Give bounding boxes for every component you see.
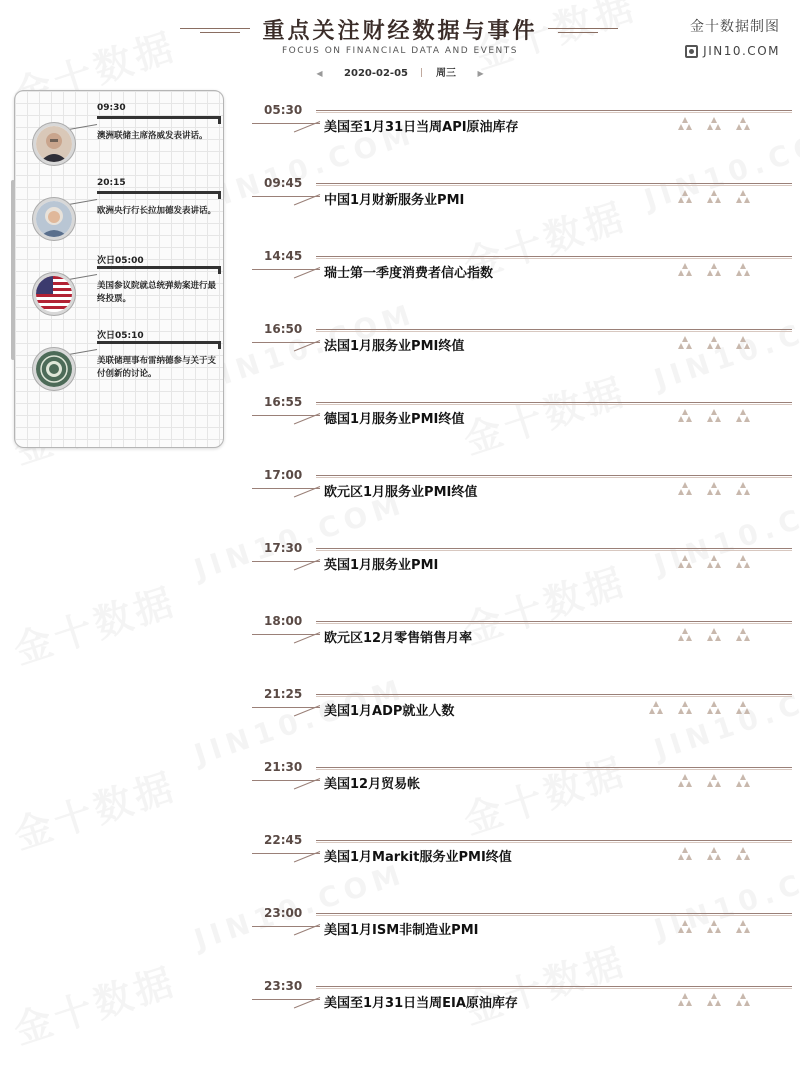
event-time: 05:30 [264,103,303,117]
importance-triangle-icon [677,482,694,496]
event-divider [316,694,792,695]
importance-triangle-icon [677,920,694,934]
importance-rating [677,774,752,788]
brand-site [685,44,780,58]
speech-bar [97,116,221,119]
importance-triangle-icon [706,774,723,788]
importance-rating [677,482,752,496]
event-divider [316,256,792,257]
event-divider [316,329,792,330]
event-name: 欧元区1月服务业PMI终值 [324,485,478,500]
importance-triangle-icon [677,117,694,131]
speech-time: 09:30 [97,103,126,113]
event-name: 中国1月财新服务业PMI [324,193,465,208]
event-divider [316,621,792,622]
importance-triangle-icon [706,263,723,277]
importance-triangle-icon [677,628,694,642]
event-divider [316,475,792,476]
event-row[interactable] [252,541,792,601]
event-time: 17:30 [264,541,303,555]
importance-triangle-icon [735,847,752,861]
importance-triangle-icon [706,847,723,861]
event-row[interactable] [252,395,792,455]
event-time: 22:45 [264,833,303,847]
event-time: 14:45 [264,249,303,263]
importance-triangle-icon [735,263,752,277]
event-row[interactable] [252,322,792,382]
us-flag-icon [33,273,75,315]
importance-rating [677,555,752,569]
event-row[interactable] [252,468,792,528]
event-divider [316,548,792,549]
person-avatar [33,123,75,165]
importance-triangle-icon [706,336,723,350]
federal-reserve-seal-icon [33,348,75,390]
event-name: 美国1月ISM非制造业PMI [324,923,479,938]
importance-triangle-icon [677,555,694,569]
speech-text: 美国参议院就总统弹劾案进行最终投票。 [97,281,217,304]
importance-triangle-icon [735,920,752,934]
importance-rating [648,701,752,715]
importance-triangle-icon [735,336,752,350]
caret-right-icon[interactable]: ▶ [477,69,484,78]
event-divider [316,183,792,184]
importance-triangle-icon [677,701,694,715]
importance-rating [677,336,752,350]
event-row[interactable] [252,687,792,747]
event-divider [316,767,792,768]
event-divider [316,110,792,111]
watermark-text [6,950,183,1054]
importance-triangle-icon [706,117,723,131]
current-date: 2020-02-05 [344,68,408,79]
speech-text: 澳洲联储主席洛威发表讲话。 [97,131,208,141]
event-row[interactable] [252,614,792,674]
event-name: 美国1月ADP就业人数 [324,704,455,719]
importance-triangle-icon [677,190,694,204]
importance-triangle-icon [677,847,694,861]
event-divider [316,913,792,914]
speech-time: 次日05:10 [97,331,144,341]
importance-rating [677,847,752,861]
importance-triangle-icon [706,993,723,1007]
importance-triangle-icon [706,555,723,569]
date-navigator [0,64,800,79]
event-row[interactable] [252,979,792,1039]
brand-site-text: JIN10.COM [703,44,780,58]
event-row[interactable] [252,249,792,309]
importance-triangle-icon [677,263,694,277]
importance-rating [677,628,752,642]
importance-triangle-icon [735,774,752,788]
speech-time: 20:15 [97,178,126,188]
date-divider [421,68,422,77]
event-time: 16:50 [264,322,303,336]
event-divider [316,840,792,841]
page-subtitle: FOCUS ON FINANCIAL DATA AND EVENTS [281,46,518,56]
speech-text: 美联储理事布雷纳德参与关于支付创新的讨论。 [97,356,217,379]
event-name: 瑞士第一季度消费者信心指数 [324,266,494,281]
camera-icon [685,45,698,58]
event-time: 17:00 [264,468,303,482]
event-name: 英国1月服务业PMI [324,558,439,573]
brand-name: 金十数据制图 [690,19,780,35]
importance-rating [677,920,752,934]
importance-triangle-icon [735,993,752,1007]
speech-bar [97,191,221,194]
importance-triangle-icon [735,482,752,496]
event-name: 美国12月贸易帐 [324,777,421,792]
event-name: 美国1月Markit服务业PMI终值 [324,850,512,865]
page-title: 重点关注财经数据与事件 [262,19,538,44]
current-weekday: 周三 [435,68,456,79]
event-time: 21:25 [264,687,303,701]
event-time: 23:30 [264,979,303,993]
importance-triangle-icon [706,701,723,715]
event-time: 09:45 [264,176,303,190]
caret-left-icon[interactable]: ◀ [316,69,323,78]
event-row[interactable] [252,833,792,893]
importance-rating [677,190,752,204]
importance-triangle-icon [735,701,752,715]
importance-triangle-icon [706,628,723,642]
importance-rating [677,117,752,131]
importance-triangle-icon [735,117,752,131]
event-divider [316,986,792,987]
importance-triangle-icon [706,482,723,496]
event-name: 欧元区12月零售销售月率 [324,631,473,646]
importance-triangle-icon [677,774,694,788]
importance-triangle-icon [706,409,723,423]
importance-triangle-icon [735,628,752,642]
event-time: 18:00 [264,614,303,628]
importance-rating [677,409,752,423]
speech-time: 次日05:00 [97,256,144,266]
event-name: 法国1月服务业PMI终值 [324,339,465,354]
speech-bar [97,341,221,344]
event-name: 美国至1月31日当周EIA原油库存 [324,996,518,1011]
event-row[interactable] [252,760,792,820]
importance-triangle-icon [735,409,752,423]
speech-text: 欧洲央行行长拉加德发表讲话。 [97,206,217,216]
event-divider [316,402,792,403]
watermark-text [6,755,183,859]
event-row[interactable] [252,176,792,236]
event-time: 16:55 [264,395,303,409]
brand [685,16,780,58]
importance-triangle-icon [677,336,694,350]
event-row[interactable] [252,906,792,966]
importance-rating [677,263,752,277]
importance-rating [677,993,752,1007]
speeches-panel [14,90,224,448]
event-time: 21:30 [264,760,303,774]
watermark-text [6,570,183,674]
speech-bar [97,266,221,269]
event-name: 美国至1月31日当周API原油库存 [324,120,519,135]
importance-triangle-icon [677,993,694,1007]
importance-triangle-icon [706,920,723,934]
event-name: 德国1月服务业PMI终值 [324,412,465,427]
importance-triangle-icon [677,409,694,423]
importance-triangle-icon [706,190,723,204]
importance-triangle-icon [735,190,752,204]
importance-triangle-icon [648,701,665,715]
person-avatar [33,198,75,240]
event-row[interactable] [252,103,792,163]
panel-scrollbar[interactable] [11,180,15,360]
event-time: 23:00 [264,906,303,920]
importance-triangle-icon [735,555,752,569]
